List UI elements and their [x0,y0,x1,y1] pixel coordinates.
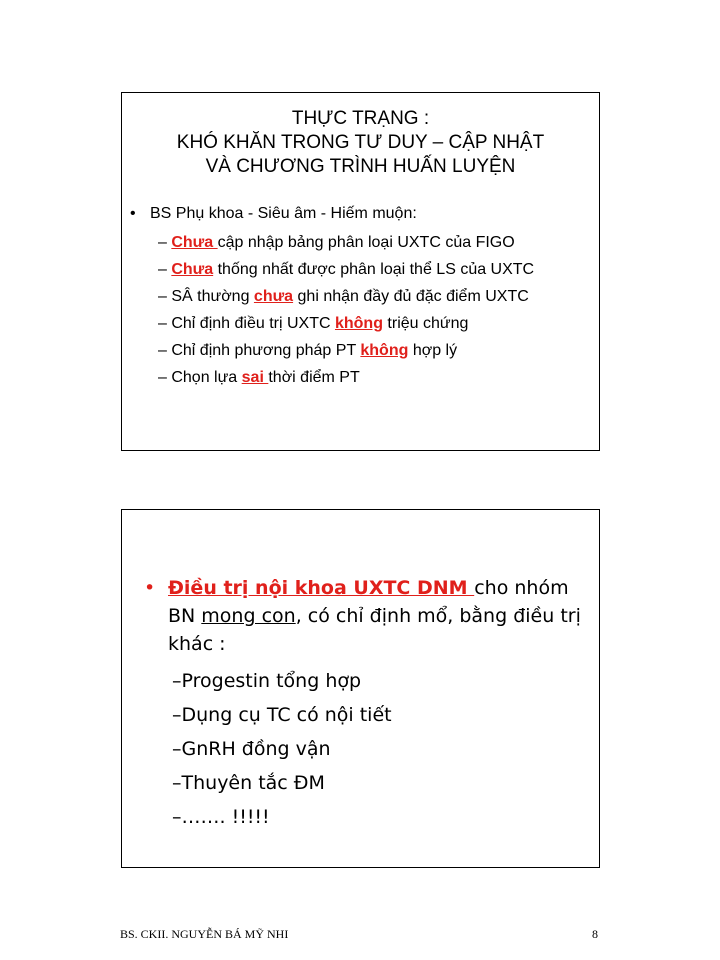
list-item [158,283,529,310]
item-prefix: – Chỉ định phương pháp PT [158,342,361,359]
list-item [158,256,534,283]
item-prefix: – SÂ thường [158,288,254,305]
title-line: VÀ CHƯƠNG TRÌNH HUẤN LUYỆN [205,156,516,177]
item-highlight: không [360,342,409,359]
title-line: KHÓ KHĂN TRONG TƯ DUY – CẬP NHẬT [176,132,545,153]
list-item: –GnRH đồng vận [172,738,331,760]
footer-author: BS. CKII. NGUYỄN BÁ MỸ NHI [120,927,289,941]
main-underlined: mong con [201,605,296,627]
item-highlight: không [334,315,383,332]
bullet-dot-icon: • [130,205,136,222]
item-text: ghi nhận đầy đủ đặc điểm UXTC [293,288,529,305]
slide-1 [121,92,600,451]
item-highlight: Chưa [171,234,218,251]
item-text: triệu chứng [382,315,469,332]
item-highlight: Chưa [171,261,214,278]
list-item: –Progestin tổng hợp [172,670,362,692]
list-item: –Dụng cụ TC có nội tiết [172,704,392,726]
item-highlight: chưa [253,288,294,305]
item-prefix: – Chỉ định điều trị UXTC [158,315,335,332]
title-line: THỰC TRẠNG : [291,108,430,129]
item-text: cập nhập bảng phân loại UXTC của FIGO [217,234,515,251]
item-text: thời điểm PT [268,369,360,386]
item-prefix: – [158,234,172,251]
item-prefix: – Chọn lựa [158,369,242,386]
slide-2-body [142,574,582,834]
list-item: –Thuyên tắc ĐM [172,772,325,794]
item-text: thống nhất được phân loại thể LS của UXTC [213,261,535,278]
sub-bullet-list [142,664,582,834]
list-item [158,229,515,256]
main-text: cho nhóm BN [168,577,569,627]
list-item [158,310,468,337]
main-bullet-text: BS Phụ khoa - Siêu âm - Hiếm muộn: [150,205,417,222]
item-prefix: – [158,261,172,278]
list-item [158,364,360,391]
item-highlight: sai [241,369,269,386]
bullet-dot-icon: • [144,577,156,599]
main-bullet [142,574,582,658]
slide-1-title [122,107,599,179]
list-item [158,337,457,364]
main-highlight: Điều trị nội khoa UXTC DNM [168,577,475,599]
main-text: , có chỉ định mổ, bằng điều trị khác : [168,605,581,655]
list-item: –……. !!!!! [172,806,270,828]
item-text: hợp lý [408,342,458,359]
slide-2 [121,509,600,868]
page-number: 8 [592,927,598,941]
main-bullet [130,205,417,223]
